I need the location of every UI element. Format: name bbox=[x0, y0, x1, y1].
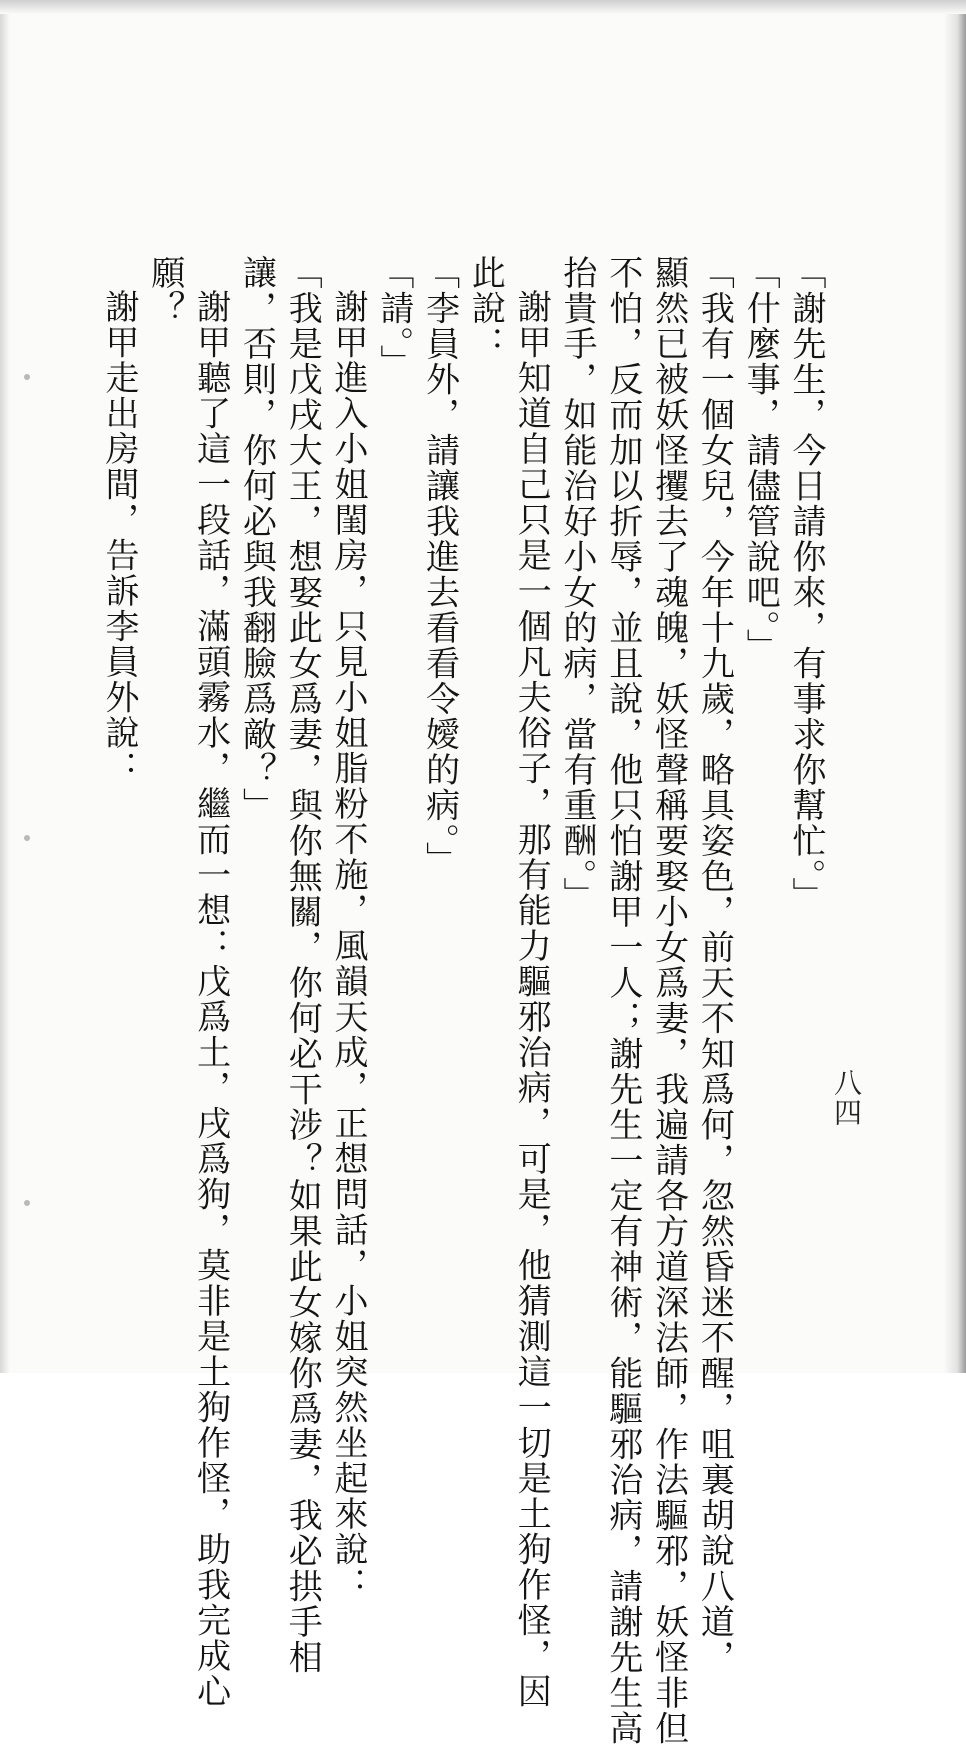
text-line: 「謝先生，今日請你來，有事求你幫忙。」 bbox=[786, 255, 826, 913]
text-line: 願？ bbox=[144, 255, 185, 326]
text-line: 「我是戊戌大王，想娶此女爲妻，與你無關，你何必干涉？如果此女嫁你爲妻，我必拱手相 bbox=[282, 255, 323, 1675]
scan-speck bbox=[24, 374, 30, 380]
page-right-shadow bbox=[944, 0, 966, 1373]
text-line: 此說： bbox=[465, 255, 506, 362]
body-text bbox=[99, 255, 828, 1746]
text-line: 謝甲聽了這一段話，滿頭霧水，繼而一想：戊爲土，戌爲狗，莫非是土狗作怪，助我完成心 bbox=[190, 289, 231, 1709]
page-number: 八四 bbox=[830, 1068, 863, 1128]
page-left-shadow bbox=[0, 0, 10, 1373]
text-line: 「我有一個女兒，今年十九歲，略具姿色，前天不知爲何，忽然昏迷不醒，咀裏胡說八道， bbox=[694, 255, 735, 1675]
text-line: 謝甲走出房間，告訴李員外說： bbox=[99, 289, 140, 786]
text-line: 抬貴手，如能治好小女的病，當有重酬。」 bbox=[557, 255, 598, 913]
text-line: 謝甲進入小姐閨房，只見小姐脂粉不施，風韻天成，正想問話，小姐突然坐起來說： bbox=[328, 289, 369, 1603]
scan-speck bbox=[24, 835, 30, 841]
text-line: 「李員外，請讓我進去看看令嬡的病。」 bbox=[419, 255, 460, 877]
text-line: 讓，否則，你何必與我翻臉爲敵？」 bbox=[236, 255, 277, 823]
scan-speck bbox=[24, 1200, 30, 1206]
text-line: 顯然已被妖怪攫去了魂魄，妖怪聲稱要娶小女爲妻，我遍請各方道深法師，作法驅邪，妖怪非但 bbox=[648, 255, 689, 1746]
page-top-shadow bbox=[0, 0, 966, 14]
text-line: 「請。」 bbox=[373, 255, 414, 380]
text-line: 不怕，反而加以折辱，並且說，他只怕謝甲一人；謝先生一定有神術，能驅邪治病，請謝先生高 bbox=[602, 255, 643, 1746]
text-line: 謝甲知道自己只是一個凡夫俗子，那有能力驅邪治病，可是，他猜測這一切是土狗作怪，因 bbox=[511, 289, 552, 1709]
text-line: 「什麼事，請儘管說吧。」 bbox=[740, 255, 781, 664]
